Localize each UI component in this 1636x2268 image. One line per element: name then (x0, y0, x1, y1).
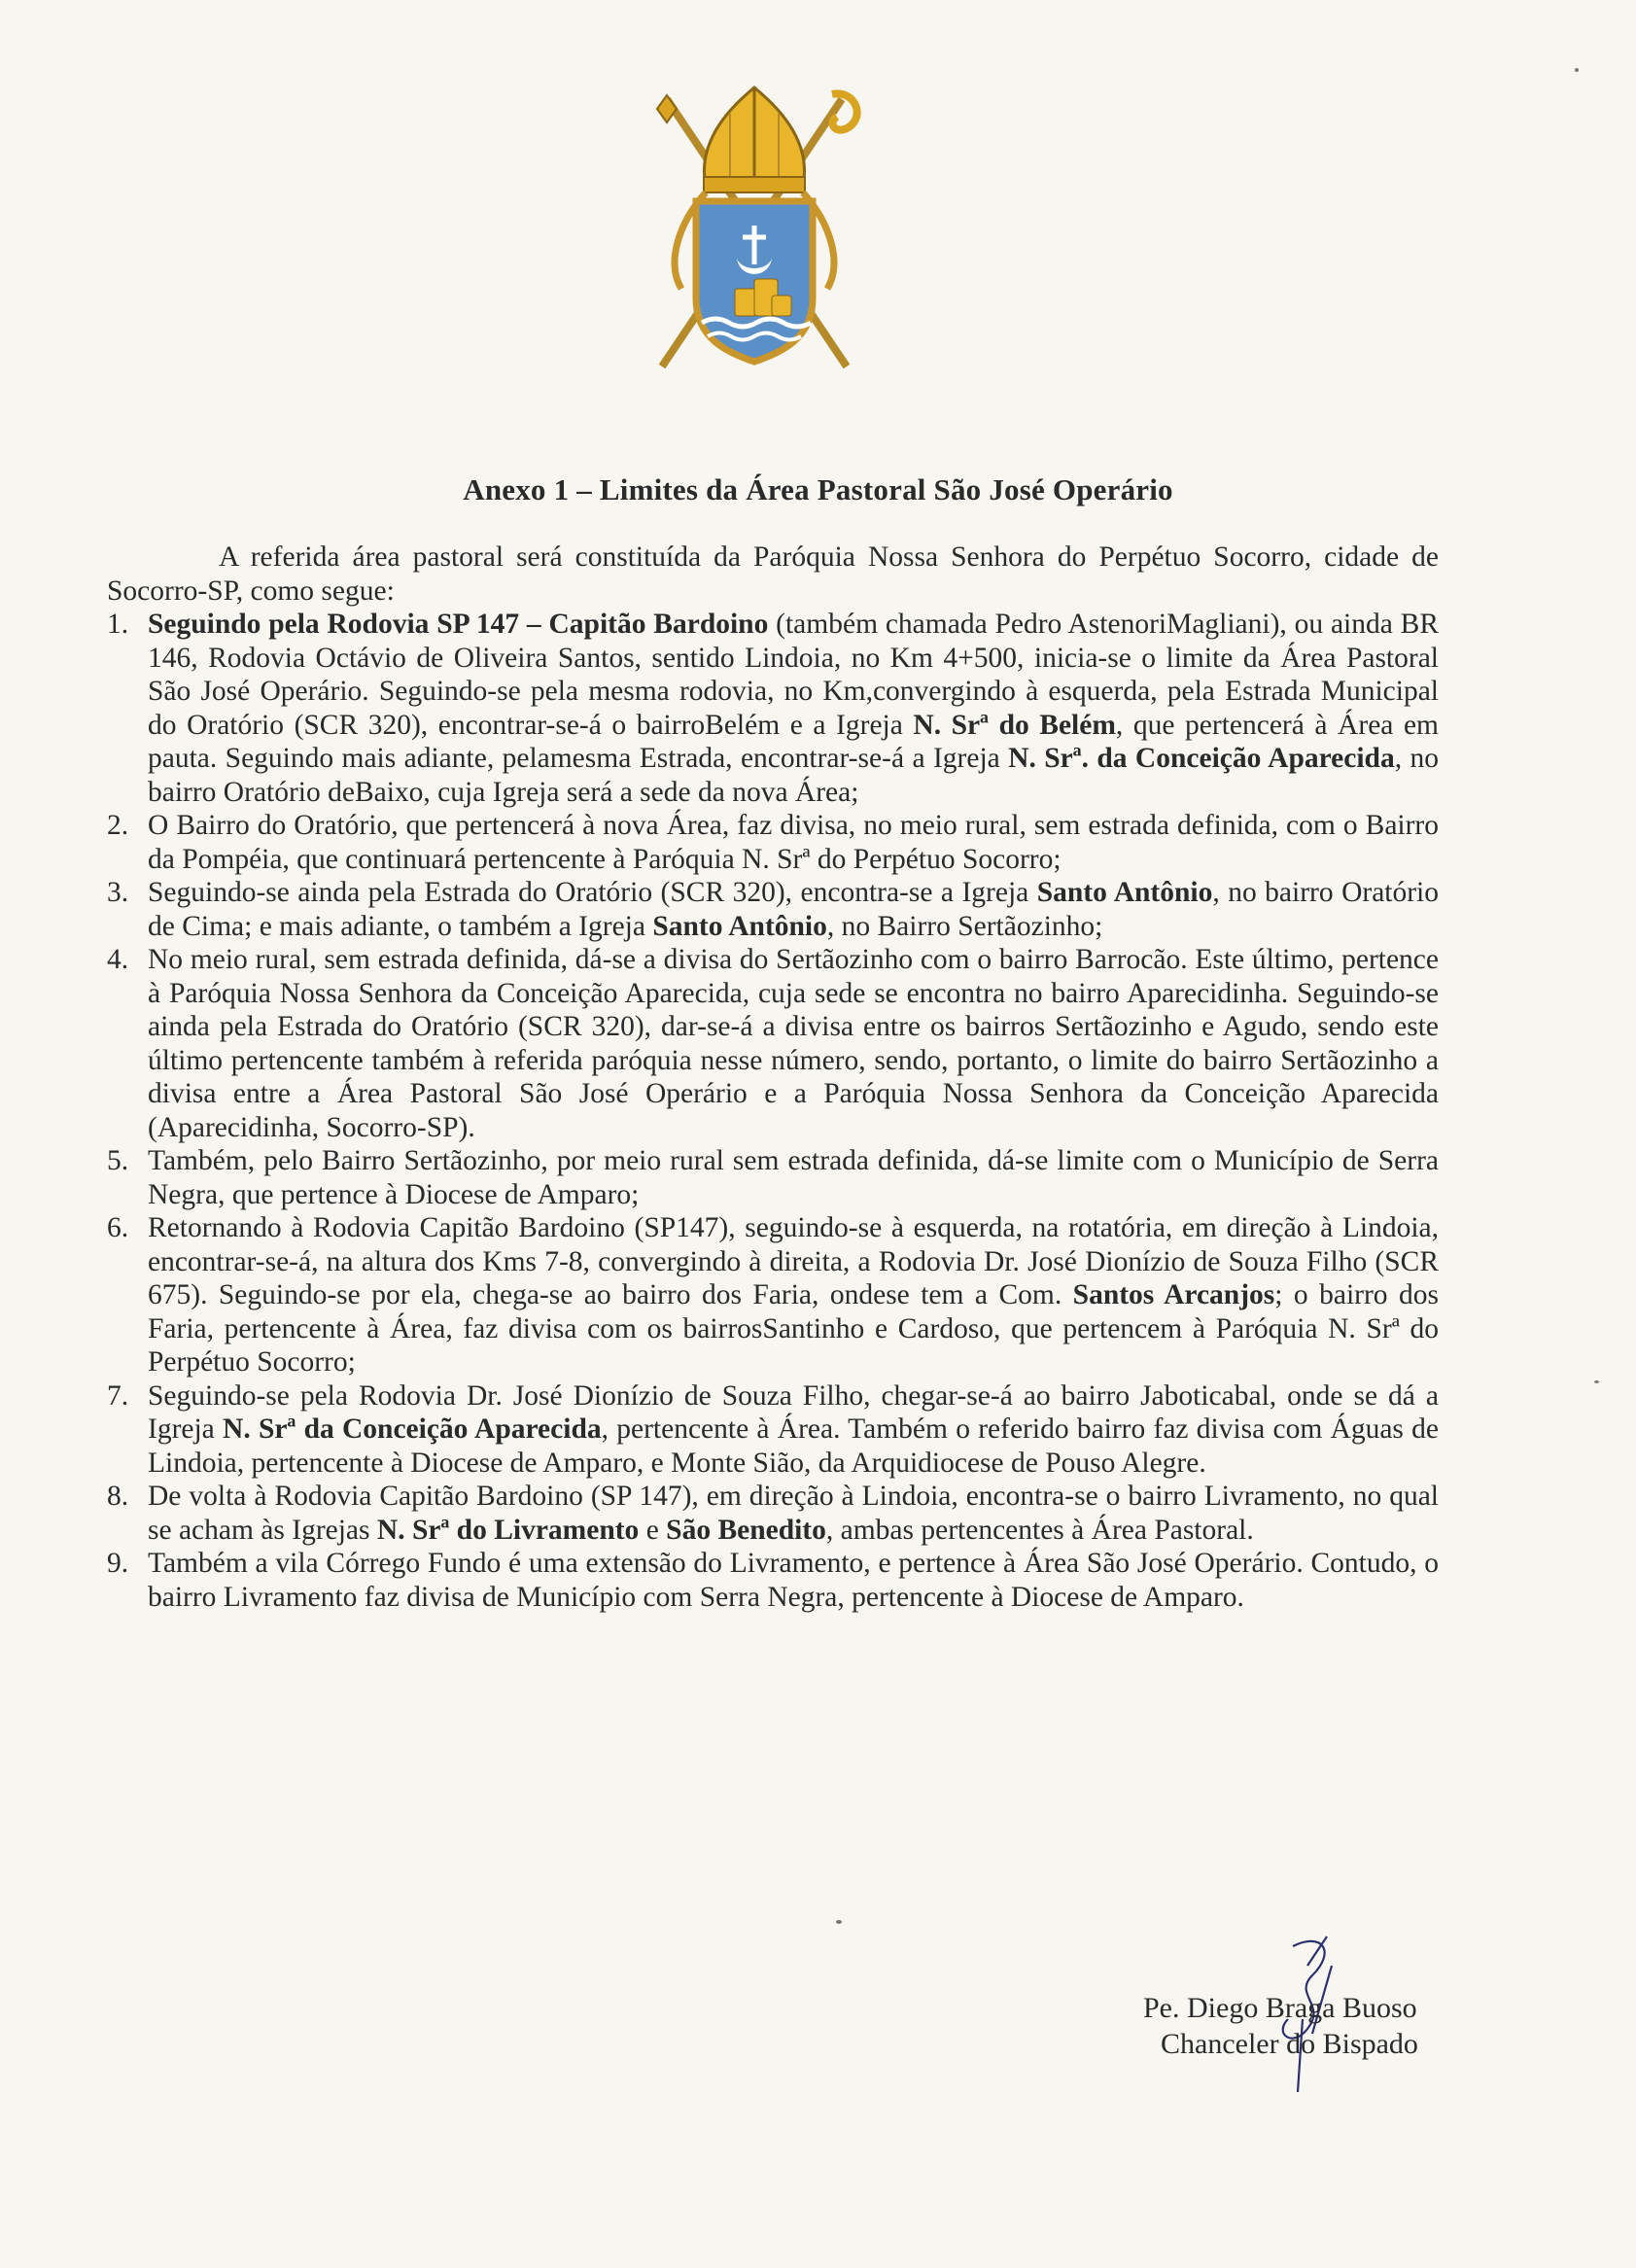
signature-role: Chanceler do Bispado (1161, 2028, 1418, 2060)
list-item-number: 1. (107, 609, 129, 640)
list-item-number: 5. (107, 1145, 129, 1176)
list-item (107, 1480, 1439, 1547)
emphasized-text: Santo Antônio (652, 910, 827, 942)
list-item-text: , pertencente à Área. Também o referido bairro faz divisa com Águas de Lindoia, pertencente à Diocese de Amparo, e Monte Sião, da Arquidiocese de Pouso Alegre. (148, 1413, 1439, 1479)
list-item (107, 1144, 1439, 1211)
list-item-number: 4. (107, 944, 129, 975)
list-item-number: 2. (107, 810, 129, 841)
list-item (107, 876, 1439, 943)
list-item-number: 7. (107, 1379, 129, 1412)
emphasized-text: Seguindo pela Rodovia SP 147 – Capitão Bardoino (148, 609, 769, 640)
list-item-text: O Bairro do Oratório, que pertencerá à nova Área, faz divisa, no meio rural, sem estrada definida, com o Bairro da Pompéia, que continuará pertencente à Paróquia N. Srª do Perpétuo Socorro; (148, 810, 1439, 875)
list-item-text: No meio rural, sem estrada definida, dá-se a divisa do Sertãozinho com o bairro Barrocão. Este último, pertence à Paróquia Nossa Senhora da Conceição Aparecida, cuja sede se encontra no bairro Aparecidinha. Seguindo-se ainda pela Estrada do Oratório (SCR 320), dar-se-á a divisa entre os bairros Sertãozinho e Agudo, sendo este último pertencente também à referida paróquia nesse número, sendo, portanto, o limite do bairro Sertãozinho a divisa entre a Área Pastoral São José Operário e a Paróquia Nossa Senhora da Conceição Aparecida (Aparecidinha, Socorro-SP). (148, 944, 1439, 1143)
list-item-text: , que pertencerá à Área em pauta. Seguindo mais adiante, pelamesma Estrada, encontrar-se-á a Igreja (148, 709, 1439, 774)
list-item (107, 1379, 1439, 1481)
list-item-text: , no bairro Oratório deBaixo, cuja Igreja será a sede da nova Área; (148, 743, 1439, 808)
emphasized-text: N. Srª. da Conceição Aparecida (1008, 743, 1395, 774)
list-item-text: (também chamada Pedro AstenoriMagliani), ou ainda BR 146, Rodovia Octávio de Oliveira Santos, sentido Lindoia, no Km 4+500, inicia-se o limite da Área Pastoral São José Operário. Seguindo-se pela mesma rodovia, no Km,convergindo à esquerda, pela Estrada Municipal do Oratório (SCR 320), encontrar-se-á o bairroBelém e a Igreja (148, 609, 1439, 741)
emphasized-text: Santo Antônio (1036, 877, 1213, 908)
list-item-text: ; o bairro dos Faria, pertencente à Área, faz divisa com os bairrosSantinho e Cardoso, que pertencem à Paróquia N. Srª do Perpétuo Socorro; (148, 1279, 1439, 1378)
list-item-number: 8. (107, 1481, 129, 1512)
list-item-text: e (639, 1514, 667, 1546)
list-item (107, 809, 1439, 876)
signature-block (1143, 1990, 1418, 2062)
emphasized-text: N. Srª do Belém (913, 709, 1116, 741)
scan-speck (1575, 68, 1579, 72)
list-item (107, 608, 1439, 809)
list-item-text: , no Bairro Sertãozinho; (826, 910, 1103, 942)
list-item-text: De volta à Rodovia Capitão Bardoino (SP 147), em direção à Lindoia, encontra-se o bairro Livramento, no qual se acham às Igrejas (148, 1481, 1439, 1546)
list-item-text: Retornando à Rodovia Capitão Bardoino (SP147), seguindo-se à esquerda, na rotatória, em direção à Lindoia, encontrar-se-á, na altura dos Kms 7-8, convergindo à direita, a Rodovia Dr. José Dionízio de Souza Filho (SCR 675). Seguindo-se por ela, chega-se ao bairro dos Faria, ondese tem a Com. (148, 1212, 1439, 1310)
list-item (107, 943, 1439, 1144)
list-item (107, 1547, 1439, 1614)
list-item-text: , no bairro Oratório de Cima; e mais adiante, o também a Igreja (148, 877, 1440, 942)
list-item-number: 3. (107, 877, 129, 908)
scan-speck (1594, 1380, 1599, 1383)
emphasized-text: N. Srª da Conceição Aparecida (223, 1413, 602, 1445)
list-item-text: , ambas pertencentes à Área Pastoral. (825, 1514, 1254, 1546)
coat-of-arms-icon (638, 80, 871, 381)
page-title: Anexo 1 – Limites da Área Pastoral São José Operário (463, 472, 1173, 506)
list-item-number: 6. (107, 1212, 129, 1243)
list-item-text: Também a vila Córrego Fundo é uma extensão do Livramento, e pertence à Área São José Operário. Contudo, o bairro Livramento faz divisa de Município com Serra Negra, pertencente à Diocese de Amparo. (148, 1548, 1439, 1613)
list-item-text: Seguindo-se pela Rodovia Dr. José Dionízio de Souza Filho, chegar-se-á ao bairro Jaboticabal, onde se dá a Igreja (148, 1379, 1439, 1445)
list-item-text: Também, pelo Bairro Sertãozinho, por meio rural sem estrada definida, dá-se limite com o Município de Serra Negra, que pertence à Diocese de Amparo; (148, 1145, 1439, 1210)
intro-paragraph: A referida área pastoral será constituída da Paróquia Nossa Senhora do Perpétuo Socorro, cidade de Socorro-SP, como segue: (107, 541, 1439, 607)
list-item (107, 1211, 1439, 1379)
list-item-number: 9. (107, 1548, 129, 1579)
document-body (107, 541, 1439, 1614)
limits-list (107, 608, 1439, 1614)
emphasized-text: N. Srª do Livramento (376, 1514, 640, 1546)
emphasized-text: São Benedito (666, 1514, 826, 1546)
signature-name: Pe. Diego Braga Buoso (1143, 1992, 1417, 2024)
list-item-text: Seguindo-se ainda pela Estrada do Oratório (SCR 320), encontra-se a Igreja (148, 877, 1037, 908)
emphasized-text: Santos Arcanjos (1072, 1279, 1275, 1310)
scan-speck (836, 1920, 842, 1924)
